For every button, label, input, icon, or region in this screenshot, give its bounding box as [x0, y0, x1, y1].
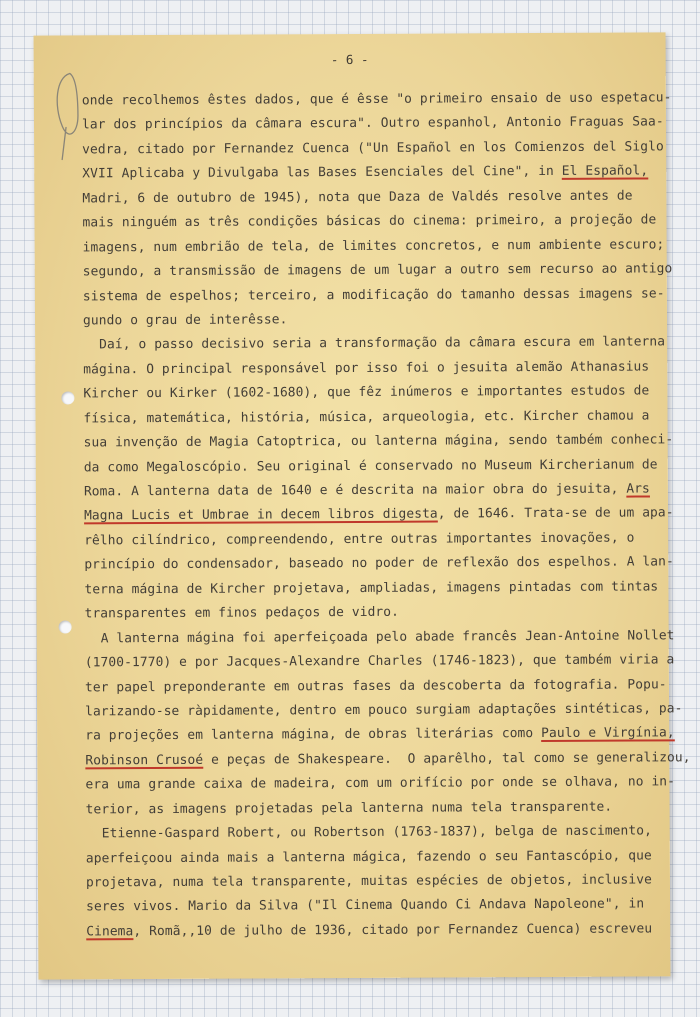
text-line	[85, 697, 683, 724]
line-text: mais ninguém as três condições básicas do cinema: primeiro, a projeção de	[82, 212, 657, 231]
text-line	[83, 404, 649, 431]
line-text: lar dos princípios da câmara escura". Outro espanhol, Antonio Fraguas Saa-	[81, 114, 664, 133]
text-line	[85, 624, 675, 651]
line-text: física, matemática, história, música, arqueologia, etc. Kircher chamou a	[83, 408, 650, 427]
text-line	[84, 502, 674, 529]
line-text: era uma grande caixa de madeira, com um orifício por onde se olhava, no in-	[85, 774, 676, 793]
text-line	[86, 820, 652, 847]
punch-hole-top	[61, 391, 74, 404]
line-text: terna mágina de Kircher projetava, ampliadas, imagens pintadas com tintas	[84, 579, 659, 598]
line-text: Roma. A lanterna data de 1640 e é descrita na maior obra do jesuita,	[83, 481, 627, 500]
line-text: A lanterna mágina foi aperfeiçoada pelo abade francês Jean-Antoine Nollet	[100, 627, 675, 646]
underlined-title: El Español,	[561, 163, 649, 180]
text-line	[83, 453, 658, 480]
line-text: onde recolhemos êstes dados, que é êsse "o primeiro ensaio de uso espetacu-	[81, 90, 672, 109]
text-line	[82, 258, 673, 285]
text-line	[83, 331, 666, 358]
text-line	[82, 209, 657, 236]
text-line	[83, 355, 649, 382]
underlined-title: Cinema	[86, 924, 134, 940]
line-text: sistema de espelhos; terceiro, a modificação do tamanho dessas imagens se-	[82, 285, 665, 304]
text-line	[86, 917, 652, 944]
line-text: ra projeções em lanterna mágina, de obras literárias como	[85, 726, 542, 744]
text-line	[84, 526, 650, 553]
text-line	[83, 306, 649, 333]
text-line	[82, 282, 665, 309]
line-text: vedra, citado por Fernandez Cuenca ("Un Español en los Comienzos del Siglo	[82, 139, 664, 158]
line-text: princípio do condensador, baseado no poder de reflexão dos espelhos. A lan-	[84, 554, 674, 573]
line-text: Kircher ou Kirker (1602-1680), que fêz inúmeros e importantes estudos de	[83, 383, 650, 402]
line-text: projetava, numa tela transparente, muitas espécies de objetos, inclusive	[85, 872, 652, 891]
text-line	[84, 673, 667, 700]
text-line	[86, 893, 652, 920]
text-line	[83, 380, 649, 407]
text-line	[84, 649, 675, 676]
line-text: ter papel preponderante em outras fases da descoberta da fotografia. Popu-	[84, 676, 667, 695]
text-line	[85, 722, 675, 749]
underlined-title: Magna Lucis et Umbrae in decem libros digesta	[84, 506, 438, 524]
document-page	[34, 32, 691, 979]
line-text: Etienne-Gaspard Robert, ou Robertson (1763-1837), belga de nascimento,	[101, 823, 653, 842]
text-line	[86, 844, 652, 871]
line-text: imagens, num embrião de tela, de limites concretos, e num ambiente escuro;	[82, 236, 665, 256]
line-text: rêlho cilíndrico, compreendendo, entre outras importantes inovações, o	[84, 530, 635, 549]
body-text	[81, 86, 691, 944]
text-line	[86, 795, 652, 822]
line-text: segundo, a transmissão de imagens de um lugar a outro sem recurso ao antigo	[82, 261, 673, 280]
underlined-title: Ars	[626, 481, 650, 497]
line-text-after: e peças de Shakespeare. O aparêlho, tal como se generalizou,	[203, 750, 691, 768]
line-text: gundo o grau de interêsse.	[82, 312, 288, 329]
punch-hole-bottom	[59, 620, 72, 633]
text-line	[84, 575, 659, 602]
line-text: Madri, 6 de outubro de 1945), nota que Daza de Valdés resolve antes de	[82, 188, 633, 207]
text-line	[83, 429, 674, 456]
text-line	[82, 160, 648, 187]
underlined-title: Paulo e Virgínia,	[541, 725, 675, 742]
text-line	[84, 551, 674, 578]
line-text: Daí, o passo decisivo seria a transformação da câmara escura em lanterna	[99, 334, 666, 353]
text-line	[82, 135, 664, 162]
text-line	[86, 868, 652, 895]
line-text-after: , de 1646. Trata-se de um apa-	[437, 505, 674, 522]
text-line	[81, 86, 672, 113]
page-number: - 6 -	[330, 51, 369, 68]
line-text: da como Megaloscópio. Seu original é conservado no Museum Kircherianum de	[83, 456, 658, 475]
text-line	[84, 477, 650, 504]
text-line	[81, 111, 664, 138]
line-text: sua invenção de Magia Catoptrica, ou lanterna mágina, sendo também conheci-	[83, 432, 674, 451]
text-line	[82, 233, 665, 260]
line-text-after: , Romã,,10 de julho de 1936, citado por Fernandez Cuenca) escreveu	[133, 921, 653, 940]
text-line	[82, 184, 648, 211]
text-line	[85, 771, 676, 798]
line-text: terior, as imagens projetadas pela lanterna numa tela transparente.	[85, 799, 613, 818]
text-line	[85, 746, 691, 773]
line-text: mágina. O principal responsável por isso foi o jesuita alemão Athanasius	[83, 359, 650, 378]
text-line	[85, 600, 651, 627]
line-text: larizando-se ràpidamente, dentro em pouco surgiam adaptações sintéticas, pa-	[85, 701, 683, 720]
line-text: XVII Aplicaba y Divulgaba las Bases Esenciales del Cine", in	[82, 164, 562, 182]
line-text: transparentes em finos pedaços de vidro.	[84, 604, 400, 622]
line-text: seres vivos. Mario da Silva ("Il Cinema Quando Ci Andava Napoleone", in	[86, 896, 645, 915]
underlined-title: Robinson Crusoé	[85, 752, 204, 769]
line-text: aperfeiçoou ainda mais a lanterna mágica, fazendo o seu Fantascópio, que	[85, 847, 652, 866]
line-text: (1700-1770) e por Jacques-Alexandre Charles (1746-1823), que também viria a	[84, 652, 675, 671]
